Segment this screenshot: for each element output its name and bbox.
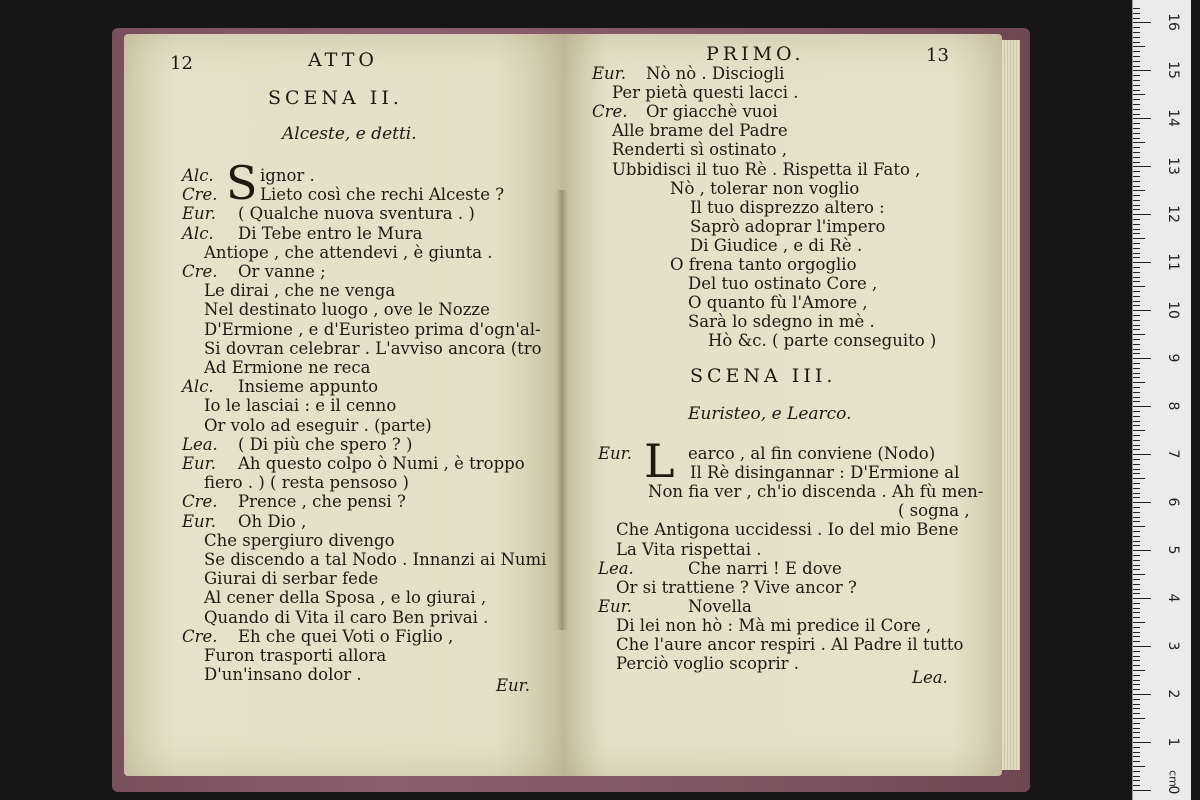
ruler-tick	[1133, 219, 1140, 220]
verse-line: Il Rè disingannar : D'Ermione al	[690, 463, 960, 483]
ruler-tick	[1133, 13, 1140, 14]
ruler-tick	[1133, 70, 1151, 71]
ruler-tick	[1133, 565, 1140, 566]
verse-line: Quando di Vita il caro Ben privai .	[204, 607, 489, 627]
ruler-tick	[1133, 128, 1140, 129]
ruler-label: 6	[1165, 497, 1181, 507]
ruler-tick	[1133, 742, 1151, 743]
book-gutter	[556, 190, 568, 630]
verse-line: Per pietà questi lacci .	[612, 83, 799, 103]
ruler-tick	[1133, 157, 1140, 158]
ruler-tick	[1133, 18, 1140, 19]
verse-line: O frena tanto orgoglio	[670, 255, 857, 274]
ruler-label: 2	[1165, 689, 1181, 699]
ruler-tick	[1133, 756, 1140, 757]
ruler-tick	[1133, 267, 1140, 268]
ruler-label: 3	[1165, 641, 1181, 651]
verse-line: Sarà lo sdegno in mè .	[688, 312, 875, 332]
left-running-head: ATTO	[308, 49, 378, 71]
ruler-tick	[1133, 114, 1140, 115]
right-page-number: 13	[926, 45, 949, 66]
ruler-tick	[1133, 27, 1140, 28]
ruler-tick	[1133, 320, 1140, 321]
verse-line: Di Tebe entro le Mura	[238, 223, 423, 243]
ruler-tick	[1133, 281, 1140, 282]
verse-line: Del tuo ostinato Core ,	[688, 274, 878, 294]
ruler-tick	[1133, 277, 1140, 278]
ruler-label: 4	[1165, 593, 1181, 603]
verse-line: Lieto così che rechi Alceste ?	[260, 185, 505, 205]
ruler-tick	[1133, 315, 1140, 316]
ruler-tick	[1133, 574, 1145, 575]
ruler-tick	[1133, 579, 1140, 580]
ruler-tick	[1133, 728, 1140, 729]
ruler-tick	[1133, 46, 1145, 47]
left-characters: Alceste, e detti.	[282, 124, 417, 144]
speaker-label: Eur.	[182, 454, 216, 473]
ruler-tick	[1133, 291, 1140, 292]
right-drop-cap: L	[644, 434, 675, 488]
ruler-tick	[1133, 166, 1151, 167]
ruler-tick	[1133, 310, 1151, 311]
ruler-tick	[1133, 142, 1145, 143]
ruler-tick	[1133, 205, 1140, 206]
ruler-tick	[1133, 94, 1145, 95]
ruler-tick	[1133, 401, 1140, 402]
ruler-tick	[1133, 608, 1140, 609]
ruler-tick	[1133, 147, 1140, 148]
verse-line: Insieme appunto	[238, 377, 379, 397]
ruler-tick	[1133, 776, 1140, 777]
ruler-tick	[1133, 478, 1145, 479]
ruler-label: 9	[1165, 353, 1181, 363]
verse-line: Alle brame del Padre	[612, 121, 788, 141]
ruler-tick	[1133, 344, 1140, 345]
ruler-tick	[1133, 387, 1140, 388]
ruler-tick	[1133, 229, 1140, 230]
ruler-tick	[1133, 766, 1145, 767]
verse-line: Or si trattiene ? Vive ancor ?	[616, 577, 857, 597]
speaker-label: Alc.	[182, 166, 214, 185]
ruler-tick	[1133, 737, 1140, 738]
ruler-tick	[1133, 445, 1140, 446]
verse-line: Le dirai , che ne venga	[204, 281, 396, 301]
ruler-tick	[1133, 473, 1140, 474]
ruler-tick	[1133, 531, 1140, 532]
ruler-tick	[1133, 411, 1140, 412]
ruler-tick	[1133, 752, 1140, 753]
speaker-label: Eur.	[592, 64, 626, 83]
verse-line: Novella	[688, 596, 752, 616]
speaker-label: Cre.	[182, 262, 218, 281]
ruler-tick	[1133, 704, 1140, 705]
ruler-label: 5	[1165, 545, 1181, 555]
verse-line: Or giacchè vuoi	[646, 102, 778, 122]
ruler-tick	[1133, 90, 1140, 91]
ruler-tick	[1133, 56, 1140, 57]
ruler-tick	[1133, 243, 1140, 244]
ruler-tick	[1133, 186, 1140, 187]
verse-line: Or vanne ;	[238, 262, 326, 281]
ruler-tick	[1133, 708, 1140, 709]
ruler-tick	[1133, 684, 1140, 685]
ruler-tick	[1133, 718, 1145, 719]
speaker-label: Cre.	[182, 626, 218, 646]
verse-line: Il tuo disprezzo altero :	[690, 197, 885, 217]
verse-line: Se discendo a tal Nodo . Innanzi ai Numi	[204, 550, 547, 569]
verse-line: D'Ermione , e d'Euristeo prima d'ogn'al-	[204, 319, 541, 339]
ruler-tick	[1133, 416, 1140, 417]
ruler-tick	[1133, 761, 1140, 762]
speaker-label: Eur.	[598, 444, 632, 463]
ruler-label: 1	[1165, 737, 1181, 747]
ruler-tick	[1133, 397, 1140, 398]
ruler-tick	[1133, 425, 1140, 426]
ruler-tick	[1133, 790, 1151, 791]
ruler-tick	[1133, 349, 1140, 350]
ruler-tick	[1133, 373, 1140, 374]
ruler-tick	[1133, 286, 1145, 287]
ruler-tick	[1133, 526, 1145, 527]
left-drop-cap: S	[226, 156, 258, 210]
ruler-tick	[1133, 363, 1140, 364]
ruler-tick	[1133, 99, 1140, 100]
ruler-tick	[1133, 493, 1140, 494]
ruler-tick	[1133, 521, 1140, 522]
ruler-label: 7	[1165, 449, 1181, 459]
ruler-tick	[1133, 660, 1140, 661]
ruler-tick	[1133, 377, 1140, 378]
ruler-tick	[1133, 497, 1140, 498]
ruler-tick	[1133, 689, 1140, 690]
speaker-label: Cre.	[592, 102, 628, 122]
right-characters: Euristeo, e Learco.	[688, 404, 852, 424]
ruler-label: 16	[1165, 13, 1181, 32]
ruler-tick	[1133, 459, 1140, 460]
ruler-tick	[1133, 329, 1140, 330]
verse-line: La Vita rispettai .	[616, 539, 762, 559]
verse-line: Giurai di serbar fede	[204, 569, 379, 589]
ruler-tick	[1133, 632, 1140, 633]
ruler-tick	[1133, 80, 1140, 81]
ruler-tick	[1133, 603, 1140, 604]
ruler-tick	[1133, 66, 1140, 67]
verse-line: Renderti sì ostinato ,	[612, 140, 787, 160]
ruler-tick	[1133, 670, 1145, 671]
ruler-tick	[1133, 85, 1140, 86]
ruler-tick	[1133, 382, 1145, 383]
ruler-tick	[1133, 694, 1151, 695]
ruler-tick	[1133, 171, 1140, 172]
verse-line: Si dovran celebrar . L'avviso ancora (tro	[204, 338, 542, 358]
ruler-tick	[1133, 133, 1140, 134]
verse-line: Ah questo colpo ò Numi , è troppo	[238, 454, 525, 473]
verse-line: earco , al fin conviene (Nodo)	[688, 444, 936, 463]
ruler-tick	[1133, 325, 1140, 326]
verse-line: Perciò voglio scoprir .	[616, 654, 800, 674]
ruler-tick	[1133, 517, 1140, 518]
ruler-tick	[1133, 104, 1140, 105]
ruler-tick	[1133, 454, 1151, 455]
ruler-tick	[1133, 713, 1140, 714]
ruler-label: 13	[1165, 157, 1181, 176]
ruler-tick	[1133, 732, 1140, 733]
ruler-label: 8	[1165, 401, 1181, 411]
ruler-tick	[1133, 780, 1140, 781]
verse-line: Di lei non hò : Mà mi predice il Core ,	[616, 615, 932, 635]
verse-line: Ad Ermione ne reca	[204, 358, 371, 377]
ruler-tick	[1133, 339, 1140, 340]
ruler-tick	[1133, 747, 1140, 748]
ruler-tick	[1133, 152, 1140, 153]
ruler-tick	[1133, 109, 1140, 110]
ruler-label: 10	[1165, 301, 1181, 320]
verse-line: Nel destinato luogo , ove le Nozze	[204, 300, 490, 320]
verse-line: fiero . ) ( resta pensoso )	[204, 473, 409, 493]
verse-line: Or volo ad eseguir . (parte)	[204, 415, 432, 435]
ruler-tick	[1133, 406, 1151, 407]
ruler-tick	[1133, 181, 1140, 182]
ruler-tick	[1133, 612, 1140, 613]
verse-line: Di Giudice , e di Rè .	[690, 235, 863, 255]
ruler-tick	[1133, 224, 1140, 225]
ruler-tick	[1133, 536, 1140, 537]
ruler-tick	[1133, 464, 1140, 465]
verse-line: Che spergiuro divengo	[204, 530, 395, 550]
ruler-tick	[1133, 593, 1140, 594]
ruler-tick	[1133, 589, 1140, 590]
ruler-tick	[1133, 541, 1140, 542]
ruler-tick	[1133, 262, 1151, 263]
verse-line: ( Qualche nuova sventura . )	[238, 204, 475, 224]
ruler-tick	[1133, 123, 1140, 124]
ruler-tick	[1133, 305, 1140, 306]
verse-line: Hò &c. ( parte conseguito )	[708, 331, 937, 351]
ruler-tick	[1133, 421, 1140, 422]
ruler-tick	[1133, 440, 1140, 441]
speaker-label: Cre.	[182, 185, 218, 205]
speaker-label: Lea.	[598, 558, 634, 578]
right-running-head: PRIMO.	[706, 43, 805, 65]
ruler-tick	[1133, 238, 1145, 239]
verse-line: Prence , che pensi ?	[238, 492, 406, 512]
ruler-tick	[1133, 75, 1140, 76]
measurement-ruler	[1132, 0, 1191, 800]
ruler-tick	[1133, 296, 1140, 297]
ruler-tick	[1133, 368, 1140, 369]
verse-line: ( Di più che spero ? )	[238, 434, 413, 454]
ruler-label: 14	[1165, 109, 1181, 128]
ruler-tick	[1133, 488, 1140, 489]
ruler-tick	[1133, 233, 1140, 234]
verse-line: Oh Dio ,	[238, 511, 307, 531]
ruler-tick	[1133, 32, 1140, 33]
ruler-tick	[1133, 214, 1151, 215]
ruler-tick	[1133, 430, 1145, 431]
speaker-label: Alc.	[182, 377, 214, 397]
verse-line: ( sogna ,	[898, 501, 970, 521]
verse-line: D'un'insano dolor .	[204, 665, 362, 685]
ruler-tick	[1133, 435, 1140, 436]
ruler-tick	[1133, 699, 1140, 700]
ruler-tick	[1133, 545, 1140, 546]
verse-line: O quanto fù l'Amore ,	[688, 293, 868, 313]
ruler-tick	[1133, 646, 1151, 647]
ruler-tick	[1133, 584, 1140, 585]
ruler-tick	[1133, 502, 1151, 503]
ruler-tick	[1133, 358, 1151, 359]
ruler-tick	[1133, 723, 1140, 724]
ruler-tick	[1133, 334, 1145, 335]
ruler-tick	[1133, 560, 1140, 561]
ruler-tick	[1133, 61, 1140, 62]
speaker-label: Eur.	[598, 596, 632, 616]
verse-line: Non fia ver , ch'io discenda . Ah fù men-	[648, 482, 984, 502]
ruler-unit: cm	[1166, 770, 1180, 787]
ruler-tick	[1133, 176, 1140, 177]
verse-line: Furon trasporti allora	[204, 646, 387, 665]
ruler-tick	[1133, 138, 1140, 139]
verse-line: Al cener della Sposa , e lo giurai ,	[204, 588, 487, 608]
left-scene-title: SCENA II.	[268, 87, 403, 109]
ruler-tick	[1133, 209, 1140, 210]
verse-line: ignor .	[260, 166, 315, 185]
verse-line: Antiope , che attendevi , è giunta .	[204, 242, 493, 262]
ruler-tick	[1133, 651, 1140, 652]
ruler-tick	[1133, 248, 1140, 249]
verse-line: Nò , tolerar non voglio	[670, 178, 860, 198]
ruler-tick	[1133, 469, 1140, 470]
left-page-number: 12	[170, 53, 193, 74]
ruler-tick	[1133, 162, 1140, 163]
ruler-tick	[1133, 665, 1140, 666]
ruler-tick	[1133, 200, 1140, 201]
ruler-tick	[1133, 8, 1140, 9]
ruler-tick	[1133, 195, 1140, 196]
ruler-tick	[1133, 392, 1140, 393]
ruler-label: 11	[1165, 253, 1181, 272]
ruler-tick	[1133, 680, 1140, 681]
speaker-label: Eur.	[182, 204, 216, 224]
ruler-tick	[1133, 617, 1140, 618]
speaker-label: Eur.	[182, 511, 216, 531]
page-edges	[1002, 40, 1020, 770]
ruler-tick	[1133, 22, 1151, 23]
ruler-tick	[1133, 569, 1140, 570]
right-catchword: Lea.	[912, 668, 948, 687]
ruler-tick	[1133, 550, 1151, 551]
ruler-tick	[1133, 118, 1151, 119]
ruler-tick	[1133, 37, 1140, 38]
ruler-tick	[1133, 641, 1140, 642]
speaker-label: Alc.	[182, 223, 214, 243]
verse-line: Saprò adoprar l'impero	[690, 216, 886, 236]
verse-line: Io le lasciai : e il cenno	[204, 396, 397, 416]
ruler-tick	[1133, 253, 1140, 254]
ruler-label: 15	[1165, 61, 1181, 80]
speaker-label: Cre.	[182, 492, 218, 512]
verse-line: Ubbidisci il tuo Rè . Rispetta il Fato ,	[612, 159, 921, 179]
ruler-tick	[1133, 190, 1145, 191]
ruler-tick	[1133, 656, 1140, 657]
ruler-tick	[1133, 512, 1140, 513]
verse-line: Nò nò . Disciogli	[646, 64, 785, 83]
ruler-tick	[1133, 42, 1140, 43]
right-scene-title: SCENA III.	[690, 365, 837, 387]
ruler-tick	[1133, 555, 1140, 556]
ruler-tick	[1133, 301, 1140, 302]
speaker-label: Lea.	[182, 434, 218, 454]
ruler-label: 0	[1165, 785, 1181, 795]
verse-line: Eh che quei Voti o Figlio ,	[238, 626, 454, 646]
ruler-tick	[1133, 507, 1140, 508]
ruler-tick	[1133, 636, 1140, 637]
ruler-tick	[1133, 272, 1140, 273]
verse-line: Che Antigona uccidessi . Io del mio Bene	[616, 520, 959, 540]
ruler-tick	[1133, 627, 1140, 628]
left-catchword: Eur.	[496, 676, 530, 695]
verse-line: Che l'aure ancor respiri . Al Padre il tutto	[616, 635, 964, 654]
ruler-tick	[1133, 51, 1140, 52]
ruler-tick	[1133, 622, 1145, 623]
ruler-tick	[1133, 771, 1140, 772]
ruler-tick	[1133, 353, 1140, 354]
ruler-tick	[1133, 785, 1140, 786]
ruler-label: 12	[1165, 205, 1181, 224]
ruler-tick	[1133, 257, 1140, 258]
ruler-tick	[1133, 675, 1140, 676]
ruler-tick	[1133, 598, 1151, 599]
verse-line: Che narri ! E dove	[688, 558, 842, 578]
ruler-tick	[1133, 449, 1140, 450]
ruler-tick	[1133, 483, 1140, 484]
